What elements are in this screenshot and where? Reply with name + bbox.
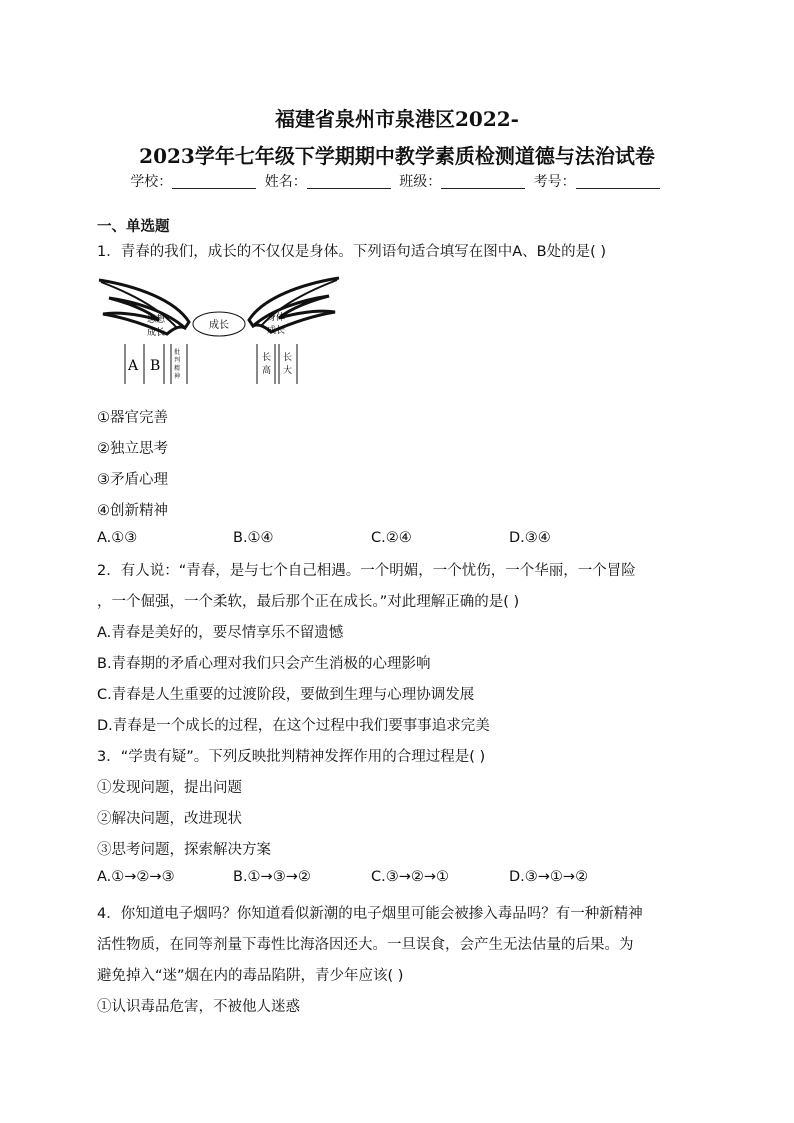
class-label: 班级： [399,174,442,190]
q3-option-c[interactable]: C.③→②→① [371,869,450,885]
diagram-center-label: 成长 [209,320,229,331]
exam-no-label: 考号： [533,174,576,190]
q2-stem-line1: 2．有人说：“青春，是与七个自己相遇。一个明媚，一个忧伤，一个华丽，一个冒险 [97,563,636,579]
exam-no-blank[interactable] [576,174,660,189]
q2-option-a[interactable]: A.青春是美好的，要尽情享乐不留遗憾 [97,625,344,641]
diagram-right-top: 身体 [267,313,286,323]
name-blank[interactable] [307,174,391,189]
q4-stem-line1: 4．你知道电子烟吗？你知道看似新潮的电子烟里可能会被掺入毒品吗？有一种新精神 [97,906,643,922]
q2-option-c[interactable]: C.青春是人生重要的过渡阶段，要做到生理与心理协调发展 [97,687,475,703]
q1-option-b[interactable]: B.①④ [233,530,274,546]
q1-option-d[interactable]: D.③④ [509,530,551,546]
growth-wings-diagram [97,272,341,390]
q3-stem: 3．“学贵有疑”。下列反映批判精神发挥作用的合理过程是( ) [97,749,486,765]
diagram-box-bigger: 长大 [283,353,293,376]
diagram-box-b: B [150,358,161,374]
school-label: 学校： [130,174,173,190]
diagram-left-top: 思想 [147,315,166,325]
class-blank[interactable] [441,174,525,189]
diagram-box-a: A [128,358,139,374]
q1-option-a[interactable]: A.①③ [97,530,138,546]
name-label: 姓名： [264,174,307,190]
q3-item-1: ①发现问题，提出问题 [97,780,242,796]
q1-stem: 1．青春的我们，成长的不仅仅是身体。下列语句适合填写在图中A、B处的是( ) [97,244,607,260]
q2-option-b[interactable]: B.青春期的矛盾心理对我们只会产生消极的心理影响 [97,656,431,672]
student-info-row [0,171,794,191]
q1-item-1: ①器官完善 [97,410,168,426]
diagram-box-critical: 批判精神 [174,349,181,380]
q3-item-3: ③思考问题，探索解决方案 [97,842,271,858]
diagram-right-bottom: 成长 [267,326,286,336]
q2-stem-line2: ，一个倔强，一个柔软，最后那个正在成长。”对此理解正确的是( ) [97,594,520,610]
q3-option-d[interactable]: D.③→①→② [509,869,589,885]
school-blank[interactable] [172,174,256,189]
q1-item-4: ④创新精神 [97,503,168,519]
q4-stem-line3: 避免掉入“迷”烟在内的毒品陷阱，青少年应该( ) [97,968,404,984]
q4-stem-line2: 活性物质，在同等剂量下毒性比海洛因还大。一旦误食，会产生无法估量的后果。为 [97,937,634,953]
exam-title-line2: 2023学年七年级下学期期中教学素质检测道德与法治试卷 [139,144,655,168]
section-heading: 一、单选题 [97,219,170,235]
diagram-left-bottom: 成长 [147,328,166,338]
q2-option-d[interactable]: D.青春是一个成长的过程，在这个过程中我们要事事追求完美 [97,718,490,734]
diagram-box-taller: 长高 [262,353,272,376]
exam-title-line1: 福建省泉州市泉港区2022- [275,107,519,131]
q3-option-b[interactable]: B.①→③→② [233,869,311,885]
q1-option-c[interactable]: C.②④ [371,530,412,546]
q3-option-a[interactable]: A.①→②→③ [97,869,175,885]
q1-item-2: ②独立思考 [97,441,168,457]
q3-item-2: ②解决问题，改进现状 [97,811,242,827]
q1-item-3: ③矛盾心理 [97,472,168,488]
q4-item-1: ①认识毒品危害，不被他人迷惑 [97,999,300,1015]
